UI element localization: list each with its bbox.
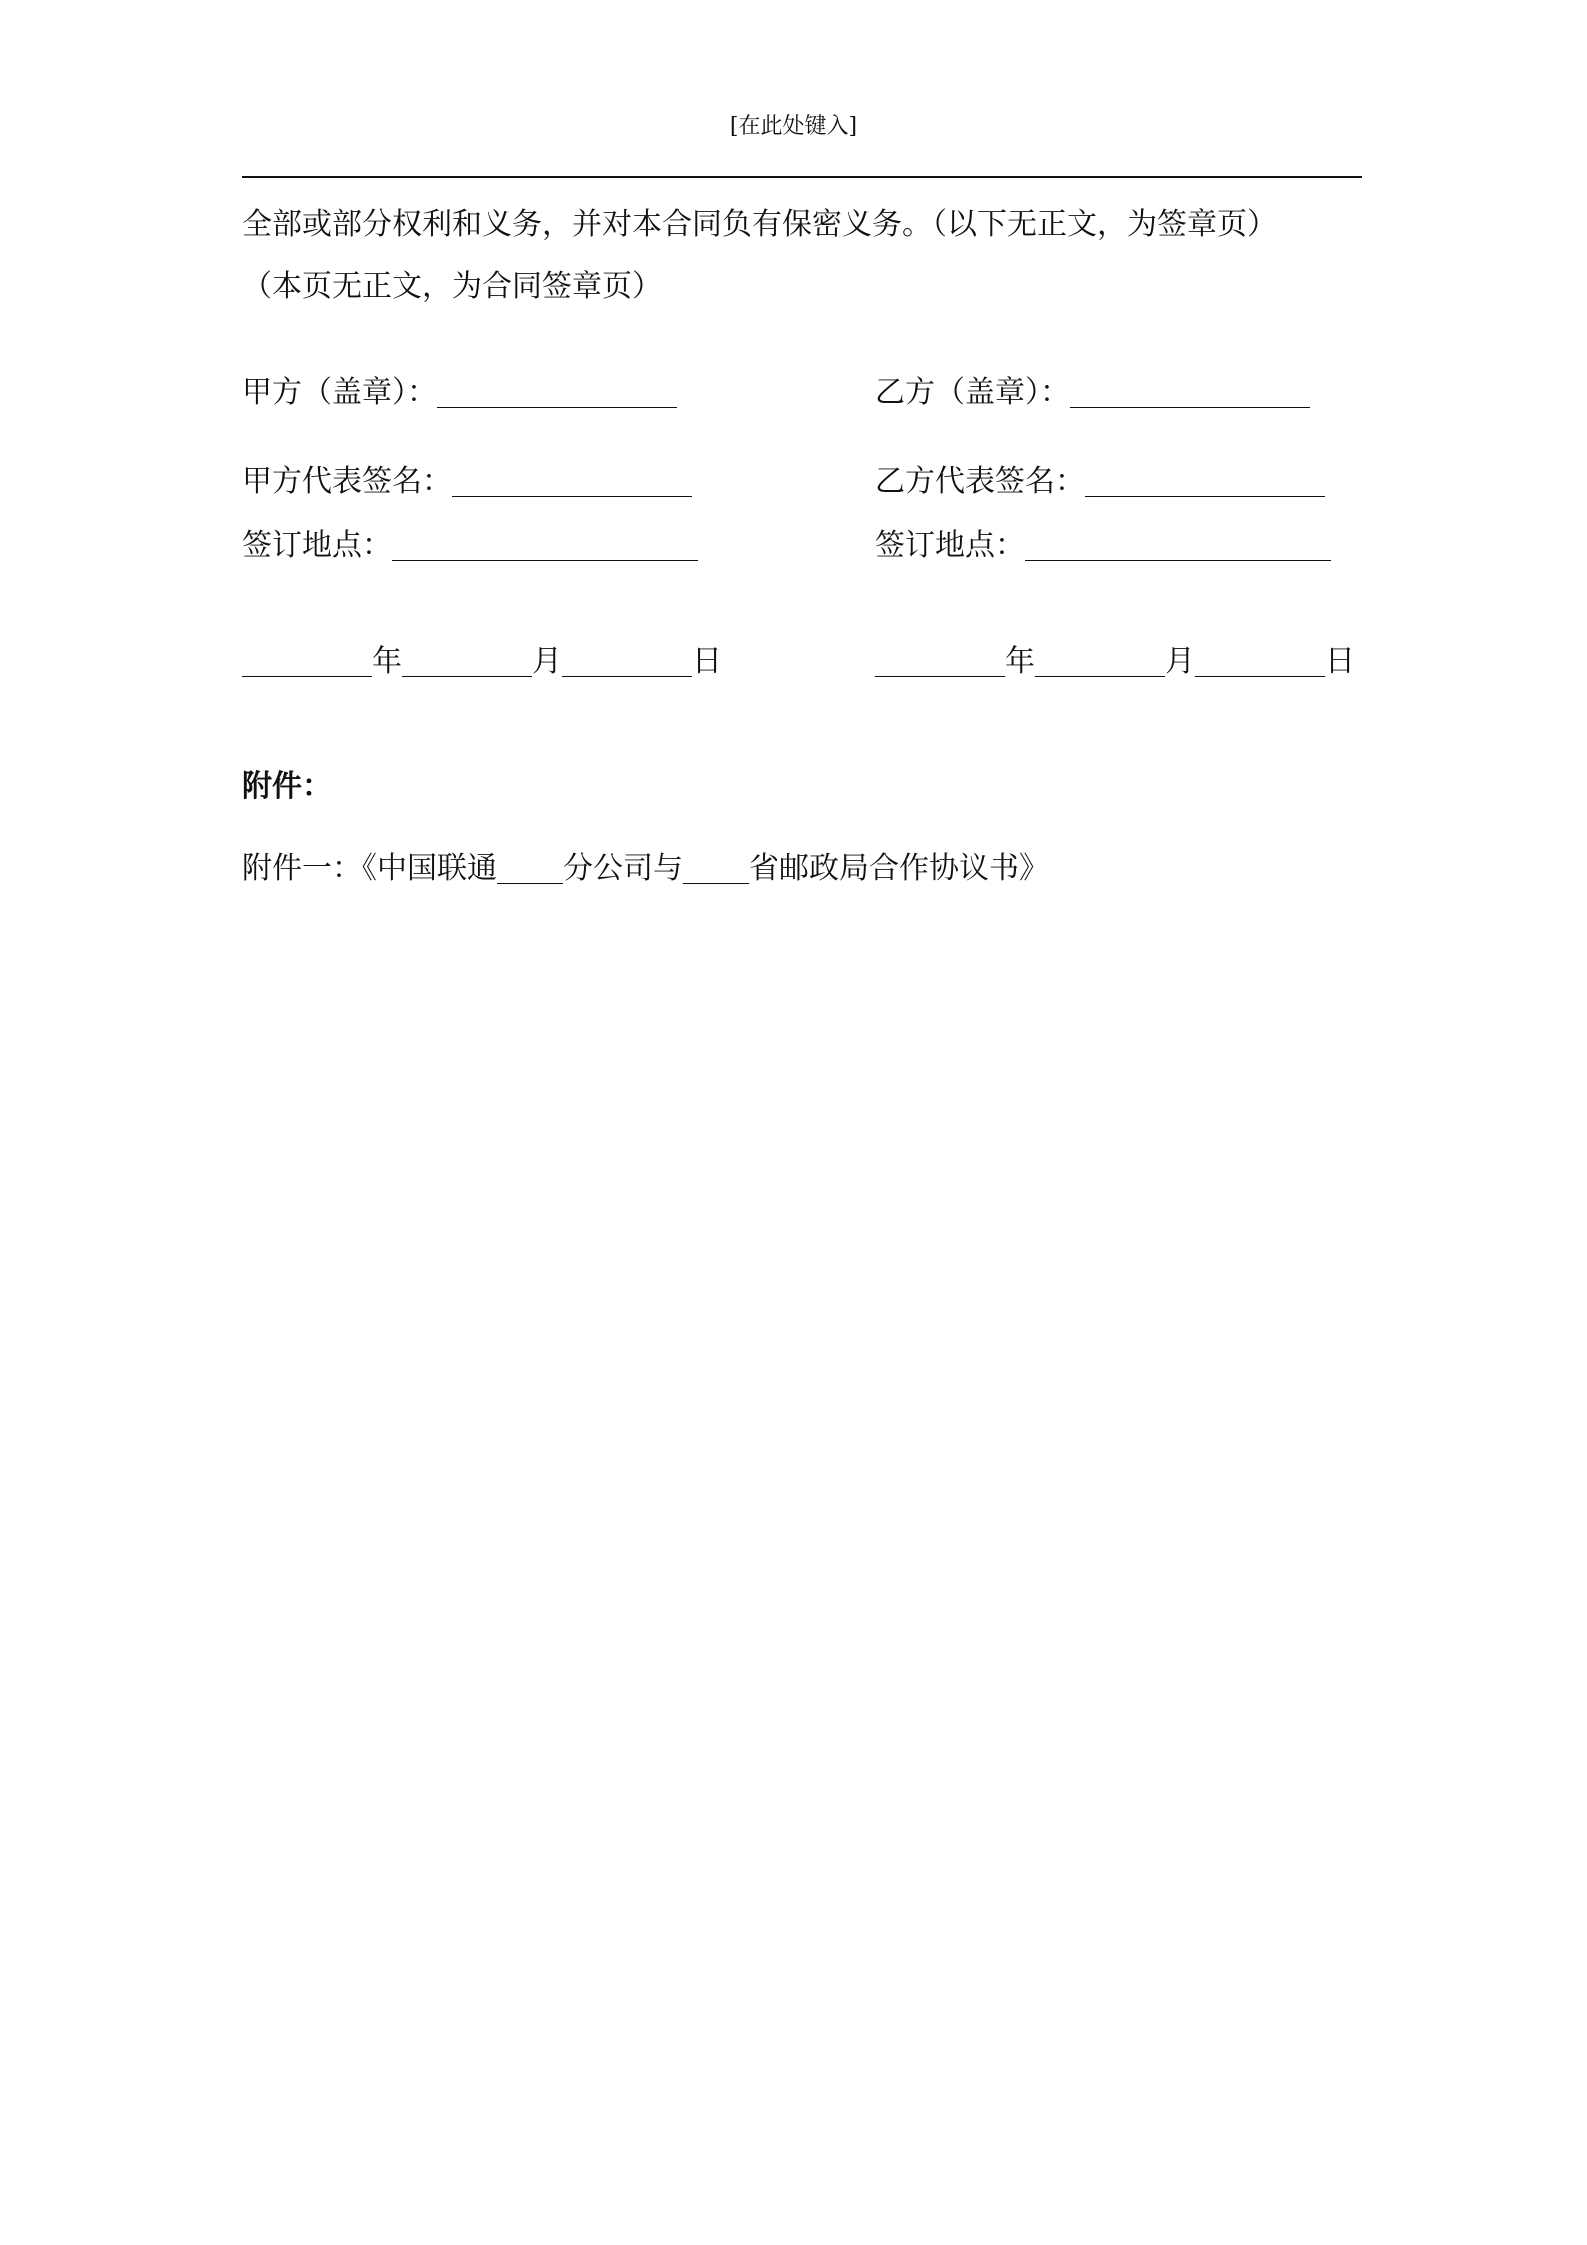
party-a-location-row	[242, 526, 698, 566]
party-a-day-label: 日	[692, 644, 722, 679]
party-a-representative-field[interactable]	[452, 466, 692, 497]
attachment-item-1	[242, 849, 1049, 889]
party-b-day-field[interactable]	[1195, 646, 1325, 677]
party-a-date-row	[242, 642, 722, 682]
party-a-seal-label: 甲方（盖章）：	[242, 375, 437, 410]
party-b-representative-row	[875, 462, 1325, 502]
party-b-month-field[interactable]	[1035, 646, 1165, 677]
party-b-year-field[interactable]	[875, 646, 1005, 677]
party-a-month-field[interactable]	[402, 646, 532, 677]
attachment-item-1-middle: 分公司与	[563, 851, 683, 886]
party-b-representative-field[interactable]	[1085, 466, 1325, 497]
party-b-location-label: 签订地点：	[875, 528, 1025, 563]
party-a-seal-field[interactable]	[437, 377, 677, 408]
party-b-year-label: 年	[1005, 644, 1035, 679]
attachments-heading: 附件：	[242, 769, 332, 804]
header-placeholder[interactable]: [在此处键入]	[729, 114, 858, 139]
party-b-location-field[interactable]	[1025, 530, 1331, 561]
attachment-item-1-prefix: 附件一：《中国联通	[242, 851, 497, 886]
party-a-year-field[interactable]	[242, 646, 372, 677]
party-b-month-label: 月	[1165, 644, 1195, 679]
party-a-day-field[interactable]	[562, 646, 692, 677]
attachment-item-1-suffix: 省邮政局合作协议书》	[749, 851, 1049, 886]
party-b-date-row	[875, 642, 1355, 682]
party-b-representative-label: 乙方代表签名：	[875, 464, 1085, 499]
party-a-seal-row	[242, 373, 677, 413]
party-a-representative-row	[242, 462, 692, 502]
party-b-seal-row	[875, 373, 1310, 413]
party-a-representative-label: 甲方代表签名：	[242, 464, 452, 499]
party-b-seal-field[interactable]	[1070, 377, 1310, 408]
party-b-day-label: 日	[1325, 644, 1355, 679]
party-a-month-label: 月	[532, 644, 562, 679]
attachment-branch-blank[interactable]	[497, 853, 563, 884]
body-paragraph-1: 全部或部分权利和义务，并对本合同负有保密义务。（以下无正文，为签章页）	[242, 207, 1277, 242]
party-b-location-row	[875, 526, 1331, 566]
party-b-seal-label: 乙方（盖章）：	[875, 375, 1070, 410]
header-divider	[242, 176, 1362, 178]
party-a-year-label: 年	[372, 644, 402, 679]
party-a-location-field[interactable]	[392, 530, 698, 561]
party-a-location-label: 签订地点：	[242, 528, 392, 563]
attachment-province-blank[interactable]	[683, 853, 749, 884]
body-paragraph-2: （本页无正文，为合同签章页）	[242, 269, 662, 304]
